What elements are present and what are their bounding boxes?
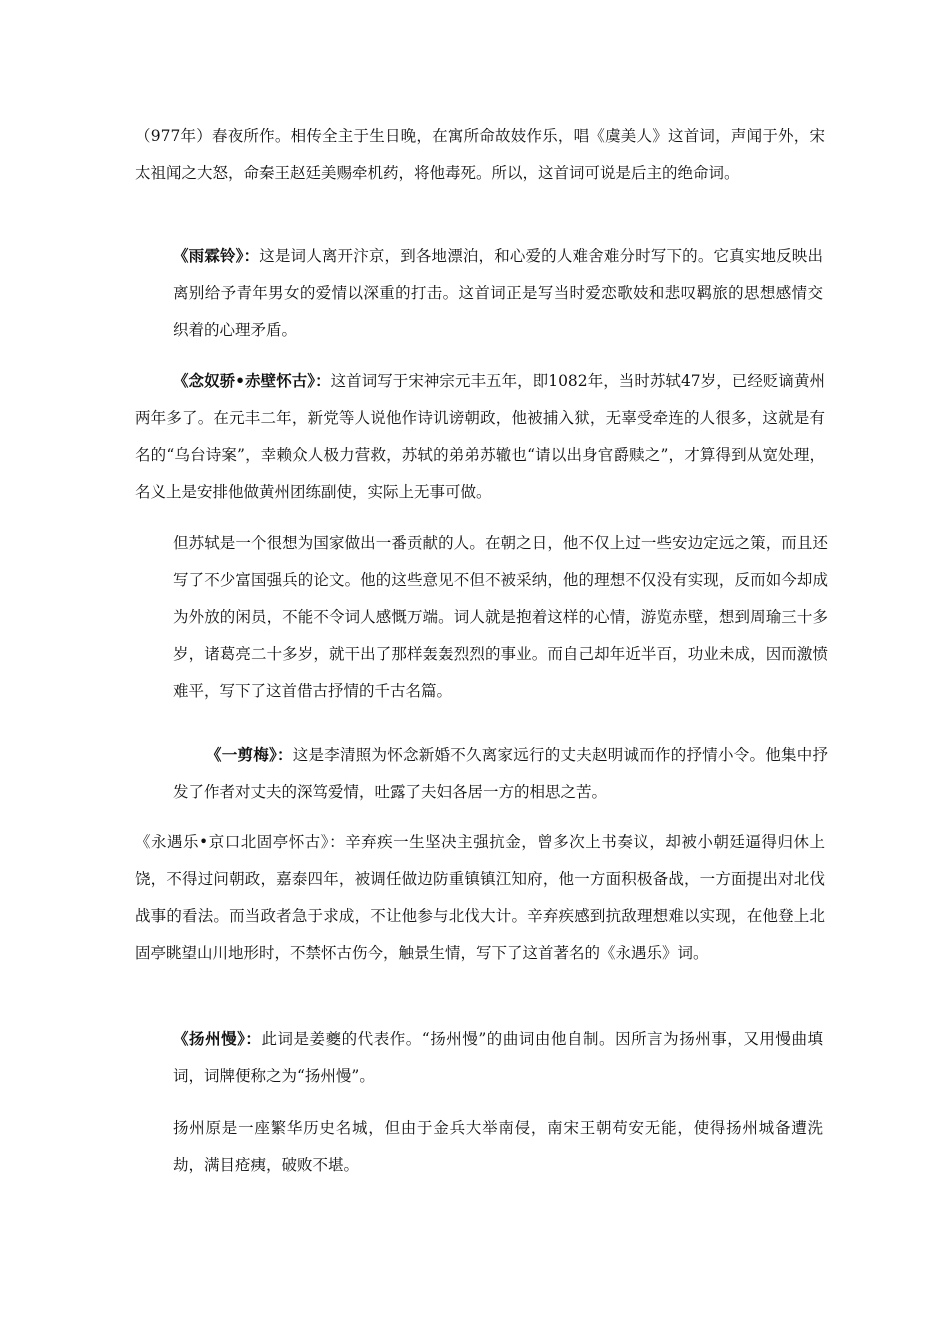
paragraph-text: 但苏轼是一个很想为国家做出一番贡献的人。在朝之日，他不仅上过一些安边定远之策，而且还写了不少富国强兵的论文。他的这些意见不但不被采纳，他的理想不仅没有实现，反而如今却成为外放的闲员，不能不令词人感慨万端。词人就是抱着这样的心情，游览赤壁，想到周瑜三十多岁，诸葛亮二十多岁，就干出了那样轰轰烈烈的事业。而自己却年近半百，功业未成，因而激愤难平，写下了这首借古抒情的千古名篇。 [173,534,828,700]
paragraph-text: 这是李清照为怀念新婚不久离家远行的丈夫赵明诚而作的抒情小令。他集中抒发了作者对丈夫的深笃爱情，吐露了夫妇各居一方的相思之苦。 [173,746,828,801]
paragraph-yongyule [135,824,825,972]
poem-title-yulinling: 《雨霖铃》： [173,246,260,265]
paragraph-text: 这是词人离开汴京，到各地漂泊，和心爱的人难舍难分时写下的。它真实地反映出离别给予青年男女的爱情以深重的打击。这首词正是写当时爱恋歌妓和悲叹羁旅的思想感情交织着的心理矛盾。 [173,247,823,339]
paragraph-text: 《永遇乐•京口北固亭怀古》：辛弃疾一生坚决主强抗金，曾多次上书奏议，却被小朝廷逼得归休上饶，不得过问朝政，嘉泰四年，被调任做边防重镇镇江知府，他一方面积极备战，一方面提出对北伐战事的看法。而当政者急于求成，不让他参与北伐大计。辛弃疾感到抗敌理想难以实现，在他登上北固亭眺望山川地形时，不禁怀古伤今，触景生情，写下了这首著名的《永遇乐》词。 [135,833,825,962]
poem-title-yijianmei: 《一剪梅》： [206,745,293,764]
paragraph-yulinling [173,237,823,349]
poem-title-yangzhouman: 《扬州慢》： [173,1029,262,1048]
paragraph-niannujiao [135,362,825,511]
paragraph-text: （977年）春夜所作。相传全主于生日晚，在寓所命故妓作乐，唱《虞美人》这首词，声闻于外，宋太祖闻之大怒，命秦王赵廷美赐牵机药，将他毒死。所以，这首词可说是后主的绝命词。 [135,127,825,182]
paragraph-yangzhouman [173,1020,823,1095]
poem-title-niannujiao: 《念奴骄•赤壁怀古》： [173,371,331,390]
paragraph-yijianmei [173,736,828,811]
paragraph-text: 这首词写于宋神宗元丰五年，即1082年，当时苏轼47岁，已经贬谪黄州两年多了。在元丰二年，新党等人说他作诗讥谤朝政，他被捕入狱，无辜受牵连的人很多，这就是有名的“乌台诗案”，幸赖众人极力营救，苏轼的弟弟苏辙也“请以出身官爵赎之”，才算得到从宽处理，名义上是安排他做黄州团练副使，实际上无事可做。 [135,372,825,501]
paragraph-text: 此词是姜夔的代表作。“扬州慢”的曲词由他自制。因所言为扬州事，又用慢曲填词，词牌便称之为“扬州慢”。 [173,1030,823,1085]
paragraph-text: 扬州原是一座繁华历史名城，但由于金兵大举南侵，南宋王朝苟安无能，使得扬州城备遭洗劫，满目疮痍，破败不堪。 [173,1119,823,1174]
paragraph-sushi-ambition [173,525,828,710]
paragraph-yumeiren-context [135,118,825,192]
paragraph-yangzhou-history [173,1110,823,1184]
